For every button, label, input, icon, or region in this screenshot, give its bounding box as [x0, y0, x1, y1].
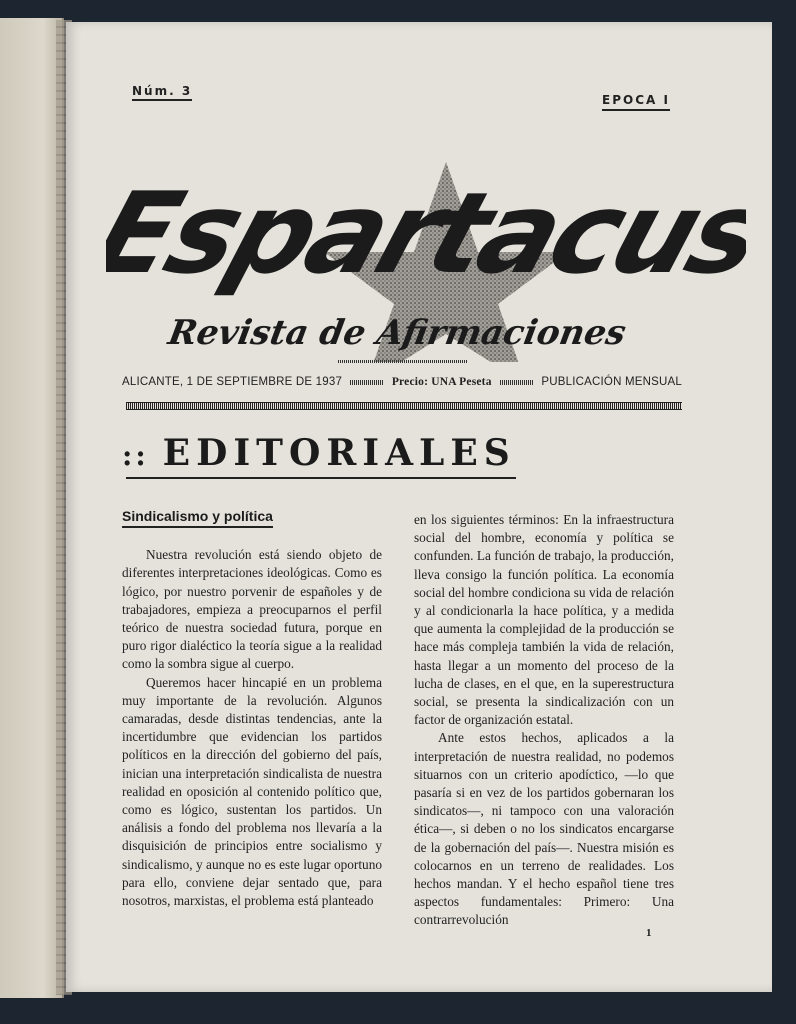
masthead	[106, 122, 746, 362]
issue-number: Núm. 3	[132, 84, 192, 101]
price: Precio: UNA Peseta	[391, 376, 492, 388]
book-left-page	[0, 18, 64, 998]
masthead-title: Espartacus	[106, 168, 746, 300]
section-underline	[126, 477, 516, 479]
epoch-label: EPOCA I	[602, 93, 670, 111]
magazine-page	[66, 22, 772, 992]
page-number: 1	[646, 927, 652, 939]
paragraph: Queremos hacer hincapié en un problema muy importante de la revolución. Algunos camaradas, desde distintas tendencias, ante la incertidumbre que evidencian los partidos políticos en la dirección del gobierno del país, inician una interpretación sindicalista de nuestra realidad en oposición al contenido político que, como es lógico, sustentan los partidos. Un análisis a fondo del problema nos llevaría a la disquisición de principios entre socialismo y sindicalismo, y aunque no es este lugar oportuno para ello, conviene dejar sentado que, para nosotros, marxistas, el problema está planteado	[122, 674, 382, 909]
paragraph: Nuestra revolución está siendo objeto de diferentes interpretaciones ideológicas. Como es lógico, por nuestro porvenir de españoles y de trabajadores, empieza a preocuparnos el perfil teórico de nuestra sociedad futura, porque en puro rigor dialéctico la teoría sigue a la realidad como la sombra sigue al cuerpo.	[122, 547, 382, 672]
publication-info	[122, 376, 682, 388]
section-title: EDITORIALES	[162, 432, 516, 474]
hatch-separator	[500, 380, 534, 385]
section-heading	[122, 432, 516, 474]
article-title: Sindicalismo y política	[122, 507, 273, 528]
section-dots: ::	[122, 439, 149, 472]
masthead-logo	[106, 122, 746, 362]
paragraph: Ante estos hechos, aplicados a la interpretación de nuestra realidad, no podemos situarnos con un criterio apodíctico, —lo que pasaría si en vez de los partidos gobernaran los sindicatos—, ni tampoco con una valoración ética—, si deben o no los sindicatos encargarse de la gobernación del país—. Nuestra misión es colocarnos en un terreno de realidades. Los hechos mandan. Y el hecho español tiene tres aspectos fundamentales: Primero: Una contrarrevolución	[414, 730, 674, 928]
masthead-subtitle: Revista de Afirmaciones	[165, 313, 629, 353]
place-date: ALICANTE, 1 DE SEPTIEMBRE DE 1937	[122, 376, 343, 388]
hatched-divider-top	[338, 360, 468, 363]
article-column-right	[414, 511, 674, 930]
article-column-left	[122, 507, 382, 910]
frequency: PUBLICACIÓN MENSUAL	[541, 376, 682, 388]
hatch-separator	[350, 380, 384, 385]
paragraph: en los siguientes términos: En la infraestructura social del hombre, economía y política se confunden. La función de trabajo, la producción, lleva consigo la función política. La economía social del hombre condiciona su vida de relación y al condicionarla la hace política, y a medida que aumenta la complejidad de la producción se hace más compleja también la vida de relación, hasta llegar a un momento del proceso de la lucha de clases, en el que, en la superestructura social, se presenta la sindicalización con un factor de organización estatal.	[414, 512, 674, 728]
hatched-rule	[126, 402, 682, 410]
